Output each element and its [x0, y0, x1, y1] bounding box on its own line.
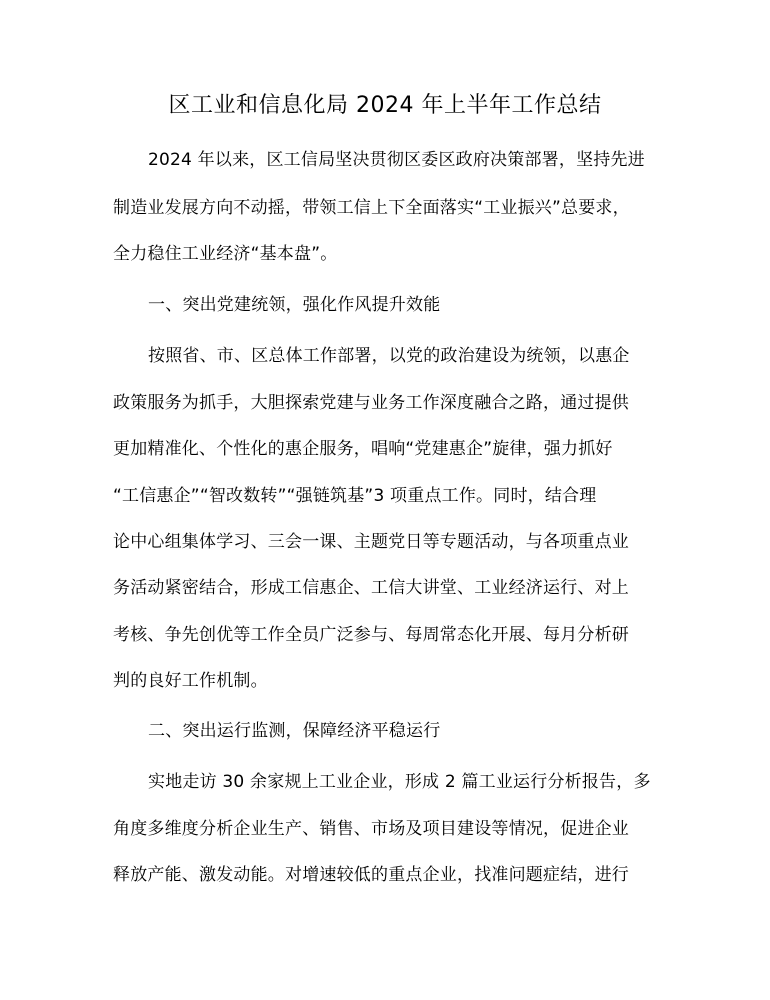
paragraph-1-line-3: 全力稳住工业经济“基本盘”。 — [113, 244, 338, 264]
paragraph-2-line-3: 更加精准化、个性化的惠企服务，唱响“党建惠企”旋律，强力抓好 — [113, 439, 613, 459]
paragraph-2-line-4: “工信惠企”“智改数转”“强链筑基”3 项重点工作。同时，结合理 — [113, 486, 597, 506]
paragraph-1-line-1: 2024 年以来，区工信局坚决贯彻区委区政府决策部署，坚持先进 — [148, 150, 645, 170]
paragraph-2-line-5: 论中心组集体学习、三会一课、主题党日等专题活动，与各项重点业 — [113, 532, 629, 552]
paragraph-2-line-7: 考核、争先创优等工作全员广泛参与、每周常态化开展、每月分析研 — [113, 625, 629, 645]
paragraph-3-line-2: 角度多维度分析企业生产、销售、市场及项目建设等情况，促进企业 — [113, 819, 629, 839]
section-heading-2: 二、突出运行监测，保障经济平稳运行 — [148, 721, 441, 741]
paragraph-2-line-8: 判的良好工作机制。 — [113, 671, 268, 691]
paragraph-3-line-1: 实地走访 30 余家规上工业企业，形成 2 篇工业运行分析报告，多 — [148, 772, 651, 792]
paragraph-2-line-6: 务活动紧密结合，形成工信惠企、工信大讲堂、工业经济运行、对上 — [113, 578, 629, 598]
paragraph-2-line-1: 按照省、市、区总体工作部署，以党的政治建设为统领，以惠企 — [148, 346, 630, 366]
section-heading-1: 一、突出党建统领，强化作风提升效能 — [148, 295, 441, 315]
paragraph-2-line-2: 政策服务为抓手，大胆探索党建与业务工作深度融合之路，通过提供 — [113, 393, 629, 413]
paragraph-1-line-2: 制造业发展方向不动摇，带领工信上下全面落实“工业振兴”总要求， — [113, 198, 630, 218]
paragraph-3-line-3: 释放产能、激发动能。对增速较低的重点企业，找准问题症结，进行 — [113, 865, 629, 885]
document-title: 区工业和信息化局 2024 年上半年工作总结 — [168, 93, 602, 118]
